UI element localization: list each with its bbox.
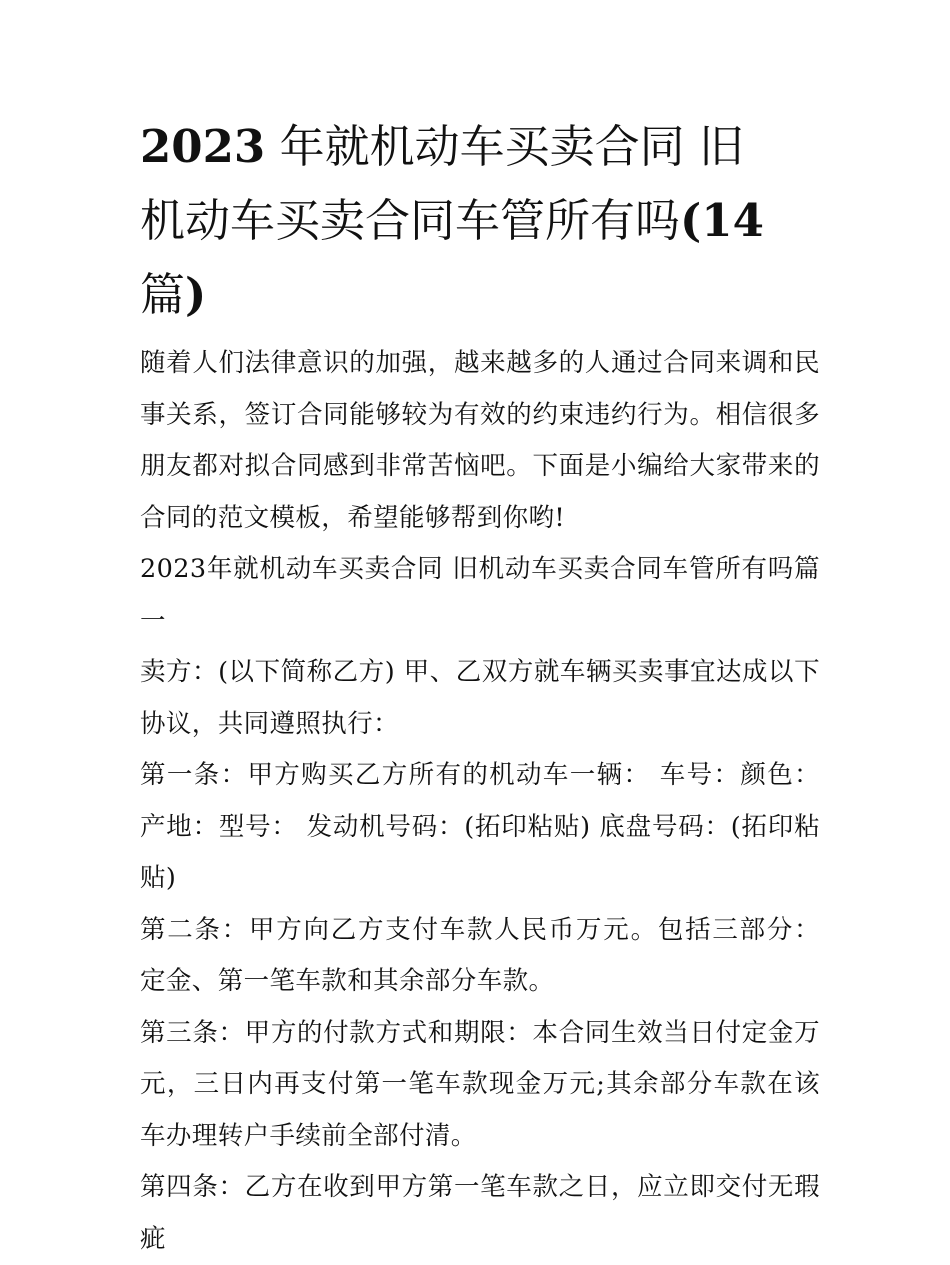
document-title xyxy=(140,110,820,332)
clause-3-paragraph: 第三条：甲方的付款方式和期限：本合同生效当日付定金万元，三日内再支付第一笔车款现金万元;其余部分车款在该车办理转户手续前全部付清。 xyxy=(140,1017,820,1151)
clause-1-paragraph: 第一条：甲方购买乙方所有的机动车一辆： 车号：颜色： 产地：型号： 发动机号码：(拓印粘贴) 底盘号码：(拓印粘贴) xyxy=(140,760,820,893)
clause-2-paragraph: 第二条：甲方向乙方支付车款人民币万元。包括三部分： 定金、第一笔车款和其余部分车款。 xyxy=(140,914,820,996)
intro-paragraph: 随着人们法律意识的加强，越来越多的人通过合同来调和民事关系，签订合同能够较为有效的约束违约行为。相信很多朋友都对拟合同感到非常苦恼吧。下面是小编给大家带来的合同的范文模板，希望能够帮到你哟! xyxy=(140,348,820,533)
title-line3-paren: ) xyxy=(185,268,207,321)
title-line3-text: 篇 xyxy=(140,268,186,321)
section-heading: 2023年就机动车买卖合同 旧机动车买卖合同车管所有吗篇一 xyxy=(140,554,820,636)
title-year: 2023 xyxy=(140,120,266,173)
seller-paragraph: 卖方：(以下简称乙方) 甲、乙双方就车辆买卖事宜达成以下协议，共同遵照执行： xyxy=(140,657,820,739)
title-line2-text: 机动车买卖合同车管所有吗 xyxy=(140,194,681,247)
title-line2-num: (14 xyxy=(680,194,764,247)
clause-4-paragraph: 第四条：乙方在收到甲方第一笔车款之日，应立即交付无瑕疵 xyxy=(140,1172,820,1254)
title-line1-rest: 年就机动车买卖合同 旧 xyxy=(279,120,744,173)
document-page xyxy=(140,110,820,1265)
